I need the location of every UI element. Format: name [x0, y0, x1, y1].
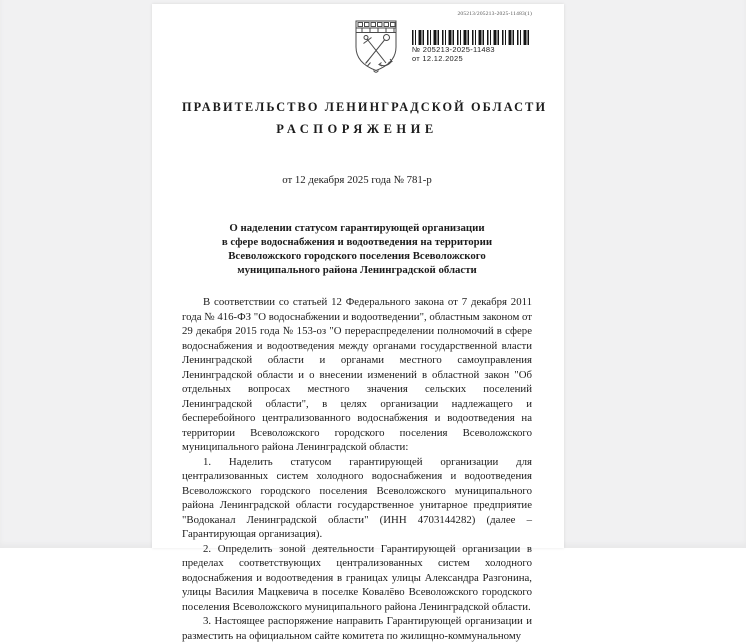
- doc-paragraph: В соответствии со статьей 12 Федерального закона от 7 декабря 2011 года № 416-ФЗ "О водоснабжении и водоотведении", областным законом от 29 декабря 2015 года № 153-оз "О перераспределении полномочий в сфере водоснабжения и водоотведения между органами государственной власти Ленинградской области и органами местного самоуправления Ленинградской области и о внесении изменений в областной закон "Об отдельных вопросах местного значения сельских поселений Ленинградской области", в целях организации надлежащего и бесперебойного централизованного водоснабжения и водоотведения на территории Всеволожского городского поселения Всеволожского муниципального района Ленинградской области:: [182, 296, 532, 453]
- barcode-number: № 205213-2025-11483: [412, 45, 495, 54]
- doc-subject-line: Всеволожского городского поселения Всеволожского: [228, 250, 486, 262]
- doc-subject-line: О наделении статусом гарантирующей организации: [229, 222, 485, 234]
- doc-paragraph: 3. Настоящее распоряжение направить Гарантирующей организации и разместить на официальном сайте комитета по жилищно-коммунальному: [182, 615, 532, 642]
- doc-subject: [182, 221, 532, 277]
- barcode-block: [412, 30, 532, 63]
- doc-date-line: от 12 декабря 2025 года № 781-р: [282, 174, 432, 186]
- authority-title: ПРАВИТЕЛЬСТВО ЛЕНИНГРАДСКОЙ ОБЛАСТИ: [182, 100, 548, 114]
- doc-ref-number: 205213/205213-2025-11483(1): [457, 11, 532, 17]
- doc-type-title: РАСПОРЯЖЕНИЕ: [276, 122, 438, 136]
- doc-body: [182, 295, 532, 643]
- coat-of-arms-icon: [353, 19, 399, 75]
- doc-header: [182, 17, 532, 87]
- doc-paragraph: 2. Определить зоной деятельности Гарантирующей организации в пределах соответствующих централизованных систем холодного водоснабжения и водоотведения в границах улицы Александра Разгонина, улицы Василия Мацкевича в поселке Ковалёво Всеволожского городского поселения Всеволожского муниципального района Ленинградской области.: [182, 542, 532, 613]
- doc-paragraph: 1. Наделить статусом гарантирующей организации для централизованных систем холодного водоснабжения и водоотведения Всеволожского городского поселения Всеволожского муниципального района Ленинградской области государственное унитарное предприятие "Водоканал Ленинградской области" (ИНН 4703144282) (далее – Гарантирующая организация).: [182, 455, 532, 540]
- doc-subject-line: в сфере водоснабжения и водоотведения на территории: [221, 236, 493, 248]
- doc-subject-line: муниципального района Ленинградской области: [237, 264, 477, 276]
- barcode-date: от 12.12.2025: [412, 54, 463, 63]
- barcode-icon: [412, 30, 530, 45]
- document-sheet: [152, 4, 564, 642]
